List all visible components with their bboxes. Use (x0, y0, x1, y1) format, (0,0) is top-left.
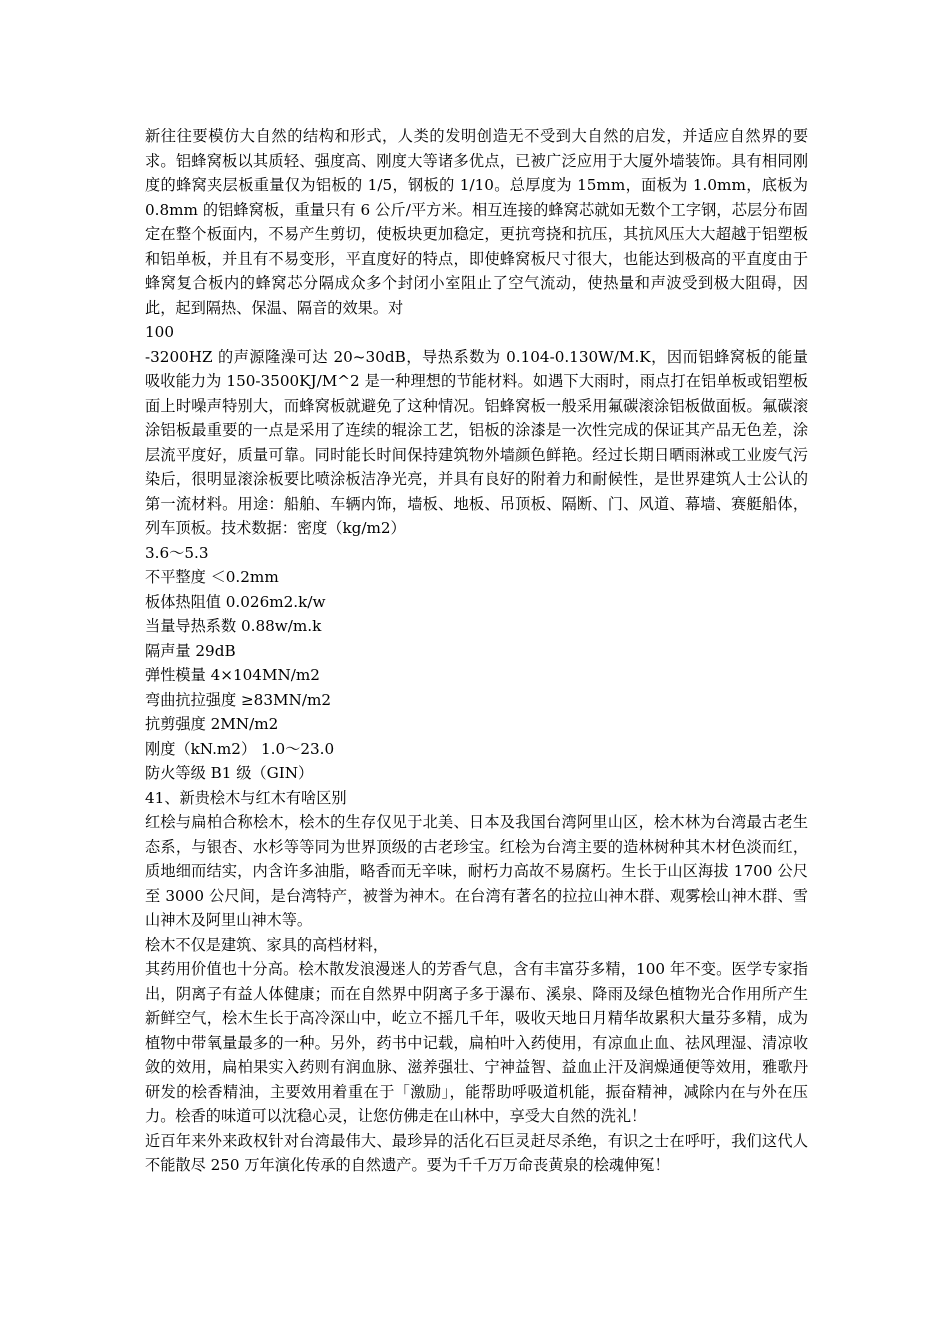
spec-stiffness: 刚度（kN.m2） 1.0～23.0 (145, 739, 335, 758)
spec-thermal-conductivity: 当量导热系数 0.88w/m.k (145, 617, 322, 635)
spec-fire-rating: 防火等级 B1 级（GIN） (145, 764, 314, 782)
spec-sound-insulation: 隔声量 29dB (145, 641, 236, 660)
spec-elastic-modulus: 弹性模量 4×104MN/m2 (145, 666, 320, 684)
paragraph-cypress-conservation: 近百年来外来政权针对台湾最伟大、最珍异的活化石巨灵赶尽杀绝，有识之士在呼吁，我们这代人不能散尽 250 万年演化传承的自然遗产。要为千千万万命丧黄泉的桧魂伸冤！ (145, 1131, 808, 1174)
section-heading-cypress: 41、新贵桧木与红木有啥区别 (145, 788, 347, 807)
line-100: 100 (145, 323, 174, 341)
document-body (145, 124, 808, 1178)
paragraph-honeycomb-acoustics: -3200HZ 的声源隆澡可达 20~30dB，导热系数为 0.104-0.130W/M.K，因而铝蜂窝板的能量吸收能力为 150-3500KJ/M^2 是一种理想的节能材料。如遇下大雨时，雨点打在铝单板或铝塑板面上时噪声特别大，而蜂窝板就避免了这种情况。铝蜂窝板一般采用氟碳滚涂铝板做面板。氟碳滚涂铝板最重要的一点是采用了连续的辊涂工艺，铝板的涂漆是一次性完成的保证其产品无色差，涂层流平度好，质量可靠。同时能长时间保持建筑物外墙颜色鲜艳。经过长期日晒雨淋或工业废气污染后，很明显滚涂板要比喷涂板洁净光亮，并具有良好的附着力和耐候性，是世界建筑人士公认的第一流材料。用途：船舶、车辆内饰，墙板、地板、吊顶板、隔断、门、风道、幕墙、赛艇船体，列车顶板。技术数据：密度（kg/m2） (145, 347, 808, 537)
spec-thermal-resistance: 板体热阻值 0.026m2.k/w (145, 592, 326, 611)
spec-shear-strength: 抗剪强度 2MN/m2 (145, 715, 279, 733)
paragraph-cypress-intro: 红桧与扁柏合称桧木，桧木的生存仅见于北美、日本及我国台湾阿里山区，桧木林为台湾最古老生态系，与银杏、水杉等等同为世界顶级的古老珍宝。红桧为台湾主要的造林树种其木材色淡而红，质地细而结实，内含许多油脂，略香而无辛味，耐朽力高故不易腐朽。生长于山区海拔 1700 公尺至 3000 公尺间，是台湾特产，被誉为神木。在台湾有著名的拉拉山神木群、观雾桧山神木群、雪山神木及阿里山神木等。 (145, 813, 808, 929)
spec-density-value: 3.6～5.3 (145, 543, 209, 562)
spec-flatness: 不平整度 ＜0.2mm (145, 568, 279, 586)
paragraph-cypress-medicinal: 其药用价值也十分高。桧木散发浪漫迷人的芳香气息，含有丰富芬多精，100 年不变。医学专家指出，阴离子有益人体健康；而在自然界中阴离子多于瀑布、溪泉、降雨及绿色植物光合作用所产生新鲜空气，桧木生长于高冷深山中，屹立不摇几千年，吸收天地日月精华故累积大量芬多精，成为植物中带氧量最多的一种。另外，药书中记载，扁柏叶入药使用，有凉血止血、祛风理湿、清凉收敛的效用，扁柏果实入药则有润血脉、滋养强壮、宁神益智、益血止汗及润燥通便等效用，雅歌丹研发的桧香精油，主要效用着重在于「激励」，能帮助呼吸道机能，振奋精神，减除内在与外在压力。桧香的味道可以沈稳心灵，让您仿佛走在山林中，享受大自然的洗礼！ (145, 960, 808, 1125)
spec-bending-strength: 弯曲抗拉强度 ≥83MN/m2 (145, 690, 332, 709)
paragraph-honeycomb-intro: 新往往要模仿大自然的结构和形式，人类的发明创造无不受到大自然的启发，并适应自然界的要求。铝蜂窝板以其质轻、强度高、刚度大等诸多优点，已被广泛应用于大厦外墙装饰。具有相同刚度的蜂窝夹层板重量仅为铝板的 1/5，钢板的 1/10。总厚度为 15mm，面板为 1.0mm，底板为 0.8mm 的铝蜂窝板，重量只有 6 公斤/平方米。相互连接的蜂窝芯就如无数个工字钢，芯层分布固定在整个板面内，不易产生剪切，使板块更加稳定，更抗弯挠和抗压，其抗风压大大超越于铝塑板和铝单板，并且有不易变形，平直度好的特点，即使蜂窝板尺寸很大，也能达到极高的平直度由于蜂窝复合板内的蜂窝芯分隔成众多个封闭小室阻止了空气流动，使热量和声波受到极大阻碍，因此，起到隔热、保温、隔音的效果。对 (145, 127, 808, 317)
line-cypress-material: 桧木不仅是建筑、家具的高档材料， (145, 935, 388, 954)
